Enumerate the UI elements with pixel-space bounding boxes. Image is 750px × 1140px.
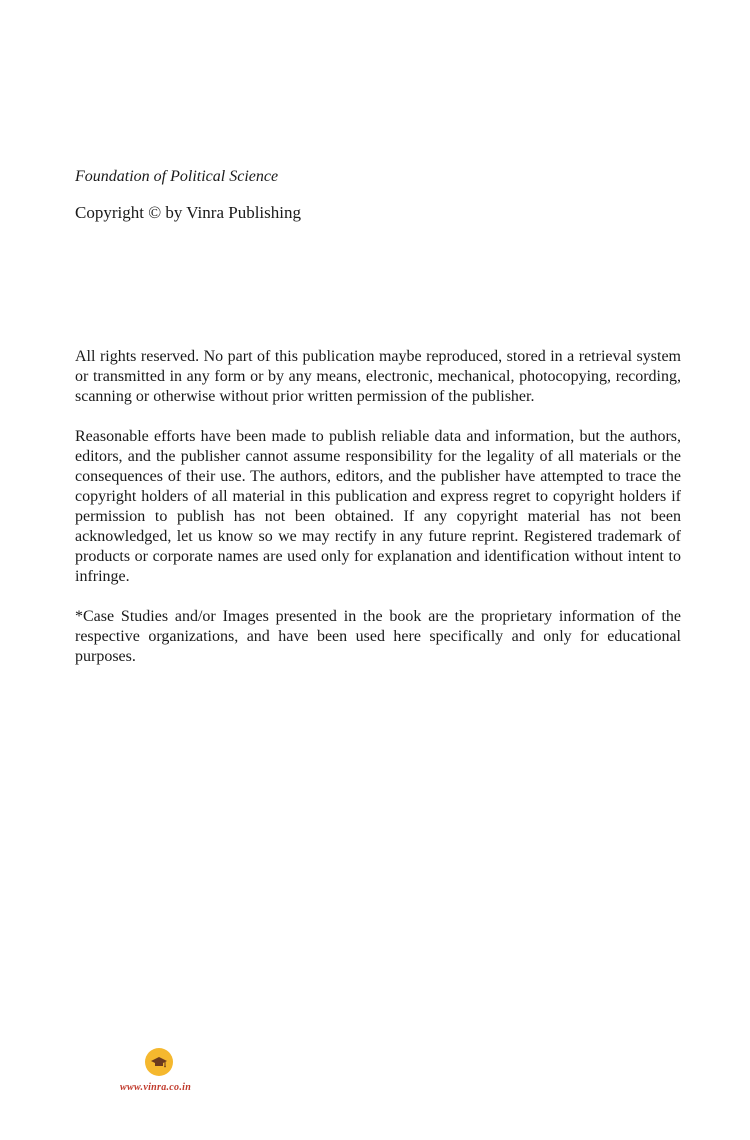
rights-reserved-paragraph: All rights reserved. No part of this publication maybe reproduced, stored in a retrieval system or transmitted in any form or by any means, electronic, mechanical, photocopying, recording, scanning or otherwise without prior written permission of the publisher.	[75, 348, 681, 405]
disclaimer-paragraph: Reasonable efforts have been made to publish reliable data and information, but the authors, editors, and the publisher cannot assume responsibility for the legality of all materials or the consequences of their use. The authors, editors, and the publisher have attempted to trace the copyright holders of all material in this publication and express regret to copyright holders if permission to publish has not been obtained. If any copyright material has not been acknowledged, let us know so we may rectify in any future reprint. Registered trademark of products or corporate names are used only for explanation and identification without intent to infringe.	[75, 428, 681, 585]
copyright-page	[75, 0, 681, 1140]
graduation-cap-icon	[149, 1052, 169, 1072]
copyright-notice: Copyright © by Vinra Publishing	[75, 203, 301, 222]
book-title: Foundation of Political Science	[75, 168, 279, 185]
legal-text	[75, 347, 681, 687]
case-studies-paragraph: *Case Studies and/or Images presented in the book are the proprietary information of the respective organizations, and have been used here specifically and only for educational purposes.	[75, 608, 681, 665]
publisher-logo	[145, 1048, 173, 1076]
publisher-website: www.vinra.co.in	[120, 1082, 192, 1093]
